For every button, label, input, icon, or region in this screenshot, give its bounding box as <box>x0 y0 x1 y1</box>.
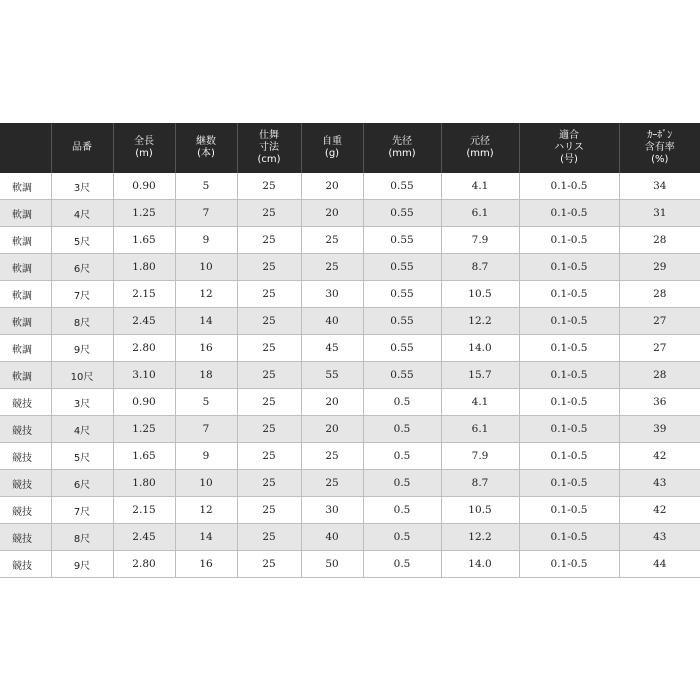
cell-model: 10尺 <box>51 362 113 389</box>
table-body <box>0 173 700 578</box>
table-row <box>0 200 700 227</box>
column-header-line: 適合 <box>559 130 579 141</box>
cell-tip: 0.5 <box>363 443 441 470</box>
cell-carbon: 39 <box>619 416 700 443</box>
cell-base: 4.1 <box>441 389 519 416</box>
column-header-line: ｶｰﾎﾞﾝ <box>647 130 673 141</box>
cell-sections: 16 <box>175 551 237 578</box>
column-header-line: 仕舞 <box>259 130 279 141</box>
cell-length: 1.65 <box>113 443 175 470</box>
table-header <box>0 123 700 173</box>
cell-model: 5尺 <box>51 227 113 254</box>
cell-tip: 0.5 <box>363 551 441 578</box>
cell-sections: 5 <box>175 389 237 416</box>
cell-closed: 25 <box>237 389 301 416</box>
column-header-sections <box>175 123 237 173</box>
cell-type: 競技 <box>0 524 51 551</box>
cell-length: 1.25 <box>113 200 175 227</box>
cell-type: 軟調 <box>0 200 51 227</box>
column-header-line: (%) <box>651 154 669 165</box>
cell-model: 4尺 <box>51 416 113 443</box>
column-header-line: (g) <box>324 148 340 159</box>
cell-length: 2.80 <box>113 551 175 578</box>
cell-tip: 0.5 <box>363 497 441 524</box>
cell-type: 競技 <box>0 497 51 524</box>
cell-line: 0.1-0.5 <box>519 524 619 551</box>
cell-carbon: 31 <box>619 200 700 227</box>
table-row <box>0 416 700 443</box>
cell-base: 6.1 <box>441 416 519 443</box>
table-row <box>0 335 700 362</box>
cell-sections: 10 <box>175 470 237 497</box>
cell-sections: 18 <box>175 362 237 389</box>
column-header-line <box>519 123 619 173</box>
cell-model: 3尺 <box>51 389 113 416</box>
cell-carbon: 44 <box>619 551 700 578</box>
table-row <box>0 470 700 497</box>
cell-sections: 12 <box>175 281 237 308</box>
cell-line: 0.1-0.5 <box>519 551 619 578</box>
cell-closed: 25 <box>237 362 301 389</box>
table-row <box>0 524 700 551</box>
cell-tip: 0.5 <box>363 524 441 551</box>
cell-carbon: 28 <box>619 362 700 389</box>
cell-carbon: 28 <box>619 281 700 308</box>
cell-type: 軟調 <box>0 362 51 389</box>
cell-model: 5尺 <box>51 443 113 470</box>
cell-length: 2.45 <box>113 524 175 551</box>
column-header-length <box>113 123 175 173</box>
cell-base: 8.7 <box>441 470 519 497</box>
cell-base: 15.7 <box>441 362 519 389</box>
column-header-line: (mm) <box>388 148 416 159</box>
cell-tip: 0.55 <box>363 254 441 281</box>
cell-carbon: 29 <box>619 254 700 281</box>
cell-tip: 0.5 <box>363 389 441 416</box>
cell-weight: 20 <box>301 200 363 227</box>
column-header-weight <box>301 123 363 173</box>
cell-base: 10.5 <box>441 497 519 524</box>
cell-tip: 0.55 <box>363 362 441 389</box>
cell-line: 0.1-0.5 <box>519 254 619 281</box>
cell-sections: 7 <box>175 200 237 227</box>
cell-length: 1.80 <box>113 254 175 281</box>
column-header-closed <box>237 123 301 173</box>
column-header-line: 先径 <box>392 136 412 147</box>
table-row <box>0 497 700 524</box>
cell-tip: 0.55 <box>363 173 441 200</box>
column-header-line: (m) <box>135 148 153 159</box>
cell-weight: 30 <box>301 281 363 308</box>
cell-model: 9尺 <box>51 335 113 362</box>
cell-line: 0.1-0.5 <box>519 389 619 416</box>
column-header-line: 全長 <box>134 136 154 147</box>
cell-length: 2.80 <box>113 335 175 362</box>
cell-model: 8尺 <box>51 308 113 335</box>
cell-model: 9尺 <box>51 551 113 578</box>
table-row <box>0 443 700 470</box>
cell-closed: 25 <box>237 524 301 551</box>
cell-carbon: 36 <box>619 389 700 416</box>
cell-closed: 25 <box>237 443 301 470</box>
column-header-line: 元径 <box>470 136 490 147</box>
cell-type: 軟調 <box>0 281 51 308</box>
column-header-carbon <box>619 123 700 173</box>
cell-base: 14.0 <box>441 551 519 578</box>
column-header-tip <box>363 123 441 173</box>
column-header-line: 継数 <box>196 136 216 147</box>
cell-weight: 20 <box>301 416 363 443</box>
cell-line: 0.1-0.5 <box>519 335 619 362</box>
cell-line: 0.1-0.5 <box>519 173 619 200</box>
cell-line: 0.1-0.5 <box>519 200 619 227</box>
cell-line: 0.1-0.5 <box>519 281 619 308</box>
cell-weight: 30 <box>301 497 363 524</box>
column-header-line: (cm) <box>257 154 281 165</box>
cell-closed: 25 <box>237 470 301 497</box>
cell-sections: 9 <box>175 227 237 254</box>
cell-type: 軟調 <box>0 254 51 281</box>
cell-sections: 10 <box>175 254 237 281</box>
cell-length: 0.90 <box>113 389 175 416</box>
cell-closed: 25 <box>237 227 301 254</box>
cell-base: 14.0 <box>441 335 519 362</box>
cell-closed: 25 <box>237 551 301 578</box>
column-header-line: 品番 <box>72 142 92 153</box>
cell-carbon: 43 <box>619 470 700 497</box>
table-row <box>0 281 700 308</box>
column-header-line: 自重 <box>322 136 342 147</box>
table-row <box>0 173 700 200</box>
cell-sections: 7 <box>175 416 237 443</box>
cell-sections: 9 <box>175 443 237 470</box>
cell-tip: 0.55 <box>363 200 441 227</box>
cell-weight: 55 <box>301 362 363 389</box>
cell-length: 3.10 <box>113 362 175 389</box>
cell-sections: 14 <box>175 524 237 551</box>
column-header-line: (号) <box>560 154 578 165</box>
cell-tip: 0.55 <box>363 281 441 308</box>
cell-base: 7.9 <box>441 443 519 470</box>
cell-sections: 12 <box>175 497 237 524</box>
cell-tip: 0.5 <box>363 416 441 443</box>
cell-carbon: 42 <box>619 497 700 524</box>
cell-weight: 20 <box>301 173 363 200</box>
cell-length: 1.65 <box>113 227 175 254</box>
cell-weight: 45 <box>301 335 363 362</box>
cell-base: 10.5 <box>441 281 519 308</box>
cell-tip: 0.55 <box>363 335 441 362</box>
column-header-line: (mm) <box>466 148 494 159</box>
cell-tip: 0.55 <box>363 308 441 335</box>
cell-model: 4尺 <box>51 200 113 227</box>
cell-line: 0.1-0.5 <box>519 308 619 335</box>
cell-base: 4.1 <box>441 173 519 200</box>
cell-weight: 40 <box>301 524 363 551</box>
cell-weight: 25 <box>301 443 363 470</box>
cell-weight: 25 <box>301 470 363 497</box>
cell-sections: 5 <box>175 173 237 200</box>
cell-carbon: 42 <box>619 443 700 470</box>
column-header-line: ハリス <box>554 142 584 153</box>
cell-model: 6尺 <box>51 470 113 497</box>
cell-base: 12.2 <box>441 524 519 551</box>
cell-sections: 14 <box>175 308 237 335</box>
column-header-type <box>0 123 51 173</box>
column-header-base <box>441 123 519 173</box>
cell-closed: 25 <box>237 416 301 443</box>
cell-line: 0.1-0.5 <box>519 443 619 470</box>
table-row <box>0 308 700 335</box>
cell-type: 競技 <box>0 389 51 416</box>
cell-model: 7尺 <box>51 281 113 308</box>
cell-carbon: 34 <box>619 173 700 200</box>
cell-length: 0.90 <box>113 173 175 200</box>
cell-line: 0.1-0.5 <box>519 227 619 254</box>
table-row <box>0 551 700 578</box>
cell-weight: 50 <box>301 551 363 578</box>
cell-base: 8.7 <box>441 254 519 281</box>
column-header-line: 寸法 <box>259 142 279 153</box>
cell-line: 0.1-0.5 <box>519 362 619 389</box>
cell-type: 軟調 <box>0 173 51 200</box>
cell-base: 7.9 <box>441 227 519 254</box>
cell-base: 12.2 <box>441 308 519 335</box>
cell-length: 1.80 <box>113 470 175 497</box>
cell-model: 6尺 <box>51 254 113 281</box>
cell-line: 0.1-0.5 <box>519 416 619 443</box>
table-row <box>0 254 700 281</box>
cell-carbon: 27 <box>619 335 700 362</box>
table-row <box>0 389 700 416</box>
cell-line: 0.1-0.5 <box>519 470 619 497</box>
cell-base: 6.1 <box>441 200 519 227</box>
cell-tip: 0.55 <box>363 227 441 254</box>
cell-weight: 25 <box>301 254 363 281</box>
spec-table <box>0 123 700 578</box>
cell-type: 軟調 <box>0 308 51 335</box>
cell-type: 軟調 <box>0 335 51 362</box>
cell-type: 競技 <box>0 443 51 470</box>
cell-length: 2.15 <box>113 497 175 524</box>
column-header-line: (本) <box>197 148 215 159</box>
cell-closed: 25 <box>237 173 301 200</box>
cell-weight: 25 <box>301 227 363 254</box>
cell-type: 競技 <box>0 551 51 578</box>
header-row <box>0 123 700 173</box>
cell-type: 競技 <box>0 416 51 443</box>
cell-closed: 25 <box>237 335 301 362</box>
cell-weight: 40 <box>301 308 363 335</box>
cell-model: 3尺 <box>51 173 113 200</box>
cell-length: 2.15 <box>113 281 175 308</box>
cell-length: 2.45 <box>113 308 175 335</box>
cell-type: 競技 <box>0 470 51 497</box>
cell-carbon: 28 <box>619 227 700 254</box>
cell-line: 0.1-0.5 <box>519 497 619 524</box>
cell-length: 1.25 <box>113 416 175 443</box>
cell-carbon: 43 <box>619 524 700 551</box>
column-header-model <box>51 123 113 173</box>
cell-weight: 20 <box>301 389 363 416</box>
cell-closed: 25 <box>237 254 301 281</box>
cell-closed: 25 <box>237 308 301 335</box>
cell-sections: 16 <box>175 335 237 362</box>
cell-model: 8尺 <box>51 524 113 551</box>
table-row <box>0 362 700 389</box>
cell-closed: 25 <box>237 497 301 524</box>
table-row <box>0 227 700 254</box>
cell-tip: 0.5 <box>363 470 441 497</box>
cell-type: 軟調 <box>0 227 51 254</box>
cell-closed: 25 <box>237 281 301 308</box>
cell-carbon: 27 <box>619 308 700 335</box>
cell-closed: 25 <box>237 200 301 227</box>
cell-model: 7尺 <box>51 497 113 524</box>
column-header-line: 含有率 <box>644 142 675 153</box>
